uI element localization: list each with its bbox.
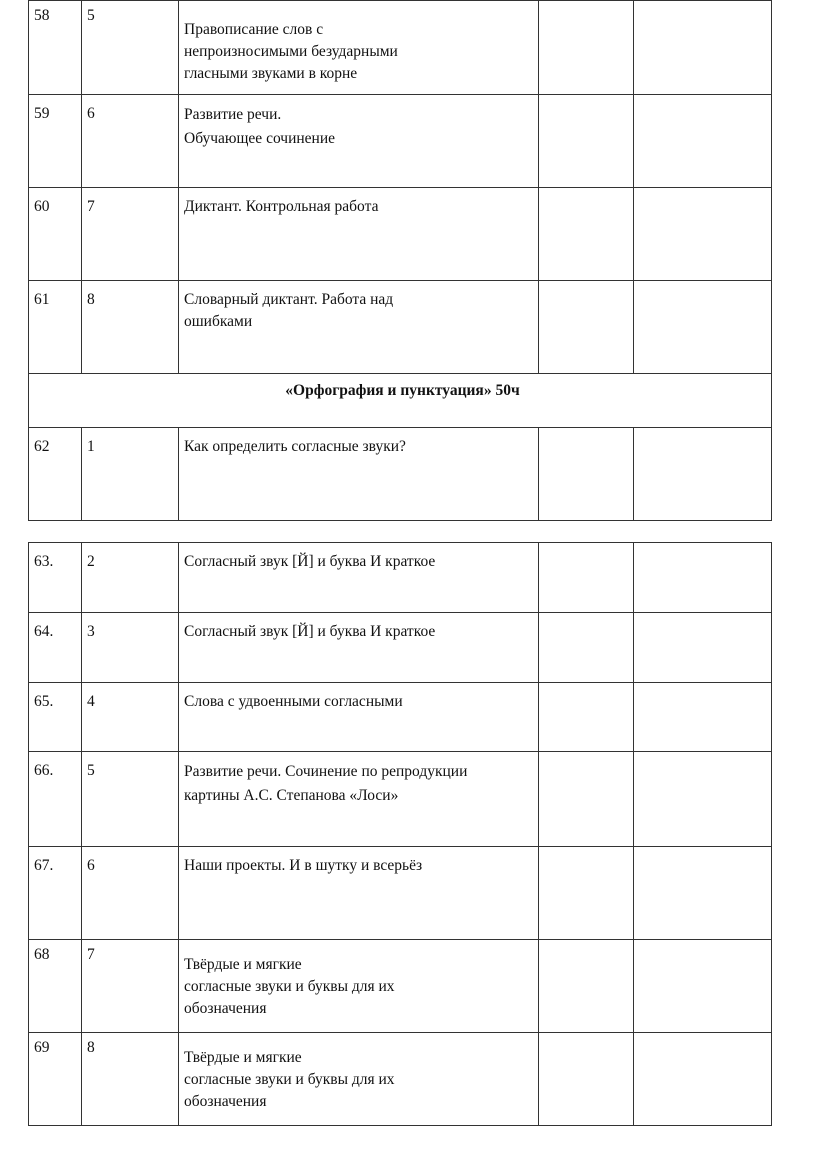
row-number-cell [29, 95, 82, 188]
table-row [29, 613, 772, 683]
table-row [29, 188, 772, 281]
section-title: «Орфография и пунктуация» 50ч [285, 382, 520, 399]
topic-text: Согласный звук [Й] и буква И краткое [184, 553, 436, 570]
lesson-number: 8 [87, 1039, 95, 1056]
row-number: 60 [34, 198, 50, 215]
table-row [29, 428, 772, 521]
lesson-number: 2 [87, 553, 95, 570]
empty-cell [634, 543, 772, 613]
lesson-number-cell [82, 683, 179, 752]
lesson-number-cell [82, 281, 179, 374]
empty-cell [539, 95, 634, 188]
row-number: 69 [34, 1039, 50, 1056]
topic-text: Твёрдые и мягкие согласные звуки и буквы для их обозначения [184, 956, 395, 1017]
row-number-cell [29, 752, 82, 847]
lesson-number-cell [82, 613, 179, 683]
topic-cell [179, 281, 539, 374]
lesson-number: 5 [87, 7, 95, 24]
row-number: 67. [34, 857, 54, 874]
topic-text: Как определить согласные звуки? [184, 438, 406, 455]
lesson-number: 7 [87, 946, 95, 963]
empty-cell [634, 281, 772, 374]
empty-cell [634, 613, 772, 683]
empty-cell [539, 428, 634, 521]
row-number: 63. [34, 553, 54, 570]
table-row [29, 940, 772, 1033]
row-number-cell [29, 1, 82, 95]
row-number: 61 [34, 291, 50, 308]
lesson-number-cell [82, 752, 179, 847]
empty-cell [539, 1033, 634, 1126]
empty-cell [539, 613, 634, 683]
topic-text: Согласный звук [Й] и буква И краткое [184, 623, 436, 640]
row-number: 64. [34, 623, 54, 640]
lesson-number: 1 [87, 438, 95, 455]
row-number-cell [29, 683, 82, 752]
empty-cell [539, 683, 634, 752]
table-row [29, 1, 772, 95]
row-number: 58 [34, 7, 50, 24]
row-number: 62 [34, 438, 50, 455]
lesson-number: 6 [87, 105, 95, 122]
empty-cell [539, 281, 634, 374]
empty-cell [539, 1, 634, 95]
row-number: 65. [34, 693, 54, 710]
topic-cell [179, 752, 539, 847]
row-number-cell [29, 847, 82, 940]
table-row [29, 95, 772, 188]
topic-cell [179, 188, 539, 281]
row-number: 59 [34, 105, 50, 122]
row-number-cell [29, 543, 82, 613]
empty-cell [539, 188, 634, 281]
row-number-cell [29, 281, 82, 374]
topic-cell [179, 683, 539, 752]
section-header-row [29, 374, 772, 428]
topic-cell [179, 95, 539, 188]
empty-cell [634, 188, 772, 281]
lesson-number-cell [82, 543, 179, 613]
lesson-number: 5 [87, 762, 95, 779]
topic-cell [179, 940, 539, 1033]
empty-cell [634, 428, 772, 521]
lesson-table-1 [28, 0, 772, 521]
lesson-number-cell [82, 95, 179, 188]
lesson-number-cell [82, 188, 179, 281]
topic-cell [179, 847, 539, 940]
table-row [29, 752, 772, 847]
topic-text: Правописание слов с непроизносимыми безударными гласными звуками в корне [184, 21, 398, 82]
lesson-number: 4 [87, 693, 95, 710]
lesson-number-cell [82, 1033, 179, 1126]
empty-cell [634, 683, 772, 752]
topic-cell [179, 428, 539, 521]
lesson-number: 3 [87, 623, 95, 640]
row-number-cell [29, 188, 82, 281]
table-row [29, 281, 772, 374]
topic-cell [179, 543, 539, 613]
empty-cell [539, 752, 634, 847]
row-number-cell [29, 613, 82, 683]
topic-text: Наши проекты. И в шутку и всерьёз [184, 857, 423, 874]
topic-text: Развитие речи. Обучающее сочинение [184, 106, 336, 147]
lesson-table-2 [28, 542, 772, 1126]
empty-cell [634, 1033, 772, 1126]
lesson-number-cell [82, 1, 179, 95]
topic-text: Твёрдые и мягкие согласные звуки и буквы для их обозначения [184, 1049, 395, 1110]
empty-cell [634, 752, 772, 847]
topic-text: Словарный диктант. Работа над ошибками [184, 291, 394, 330]
empty-cell [634, 940, 772, 1033]
empty-cell [539, 543, 634, 613]
empty-cell [634, 95, 772, 188]
empty-cell [634, 847, 772, 940]
row-number-cell [29, 428, 82, 521]
lesson-number: 8 [87, 291, 95, 308]
row-number-cell [29, 1033, 82, 1126]
empty-cell [539, 940, 634, 1033]
row-number-cell [29, 940, 82, 1033]
section-title-cell [29, 374, 772, 428]
topic-cell [179, 1, 539, 95]
lesson-number-cell [82, 428, 179, 521]
topic-text: Слова с удвоенными согласными [184, 693, 403, 710]
lesson-number-cell [82, 847, 179, 940]
topic-cell [179, 1033, 539, 1126]
table-row [29, 543, 772, 613]
row-number: 68 [34, 946, 50, 963]
table-row [29, 847, 772, 940]
topic-text: Развитие речи. Сочинение по репродукции картины А.С. Степанова «Лоси» [184, 763, 468, 804]
empty-cell [634, 1, 772, 95]
lesson-number: 7 [87, 198, 95, 215]
topic-text: Диктант. Контрольная работа [184, 198, 379, 215]
lesson-number-cell [82, 940, 179, 1033]
topic-cell [179, 613, 539, 683]
row-number: 66. [34, 762, 54, 779]
table-row [29, 1033, 772, 1126]
empty-cell [539, 847, 634, 940]
lesson-number: 6 [87, 857, 95, 874]
table-row [29, 683, 772, 752]
